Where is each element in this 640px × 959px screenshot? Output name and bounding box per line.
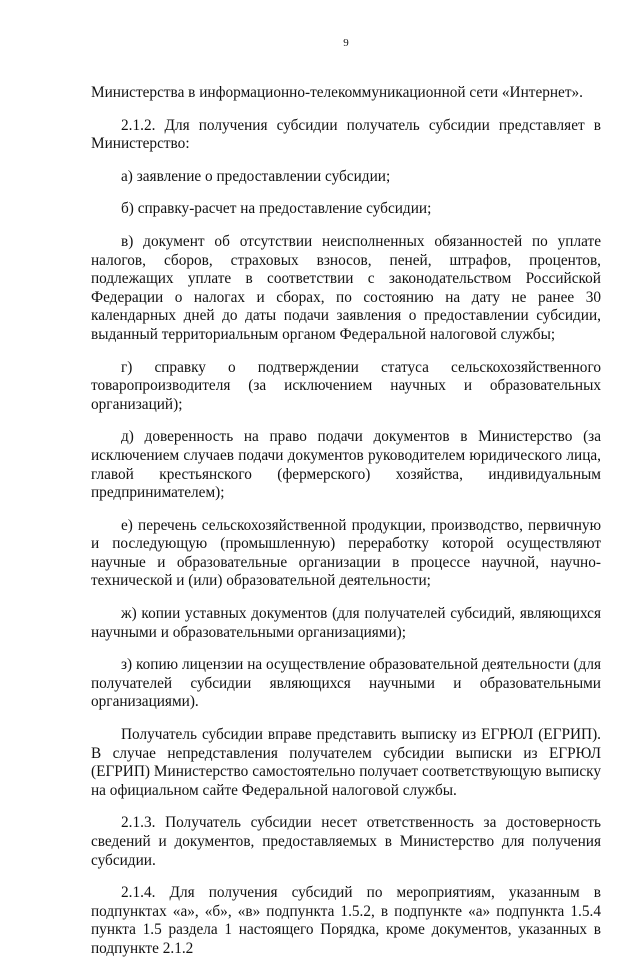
- list-item-zh: ж) копии уставных документов (для получателей субсидий, являющихся научными и образовательными организациями);: [91, 605, 601, 641]
- paragraph-2-1-4: 2.1.4. Для получения субсидий по мероприятиям, указанным в подпунктах «а», «б», «в» подпункта 1.5.2, в подпункте «а» подпункта 1.5.4 пункта 1.5 раздела 1 настоящего Порядка, кроме документов, указанных в подпункте 2.1.2: [91, 884, 601, 957]
- list-item-d: д) доверенность на право подачи документов в Министерство (за исключением случаев подачи документов руководителем юридического лица, главой крестьянского (фермерского) хозяйства, индивидуальным предпринимателем);: [91, 428, 601, 502]
- paragraph-continuation: Министерства в информационно-телекоммуникационной сети «Интернет».: [91, 84, 584, 101]
- list-item-v: в) документ об отсутствии неисполненных обязанностей по уплате налогов, сборов, страховых взносов, пеней, штрафов, процентов, подлежащих уплате в соответствии с законодательством Российской Федерации о налогах и сборах, по состоянию на дату не ранее 30 календарных дней до даты подачи заявления о предоставлении субсидии, выданный территориальным органом Федеральной налоговой службы;: [91, 232, 601, 343]
- list-item-a: а) заявление о предоставлении субсидии;: [121, 167, 391, 185]
- list-item-g: г) справку о подтверждении статуса сельскохозяйственного товаропроизводителя (за исключением научных и образовательных организаций);: [91, 358, 601, 413]
- page-number: 9: [343, 37, 349, 49]
- document-body: [91, 84, 601, 959]
- paragraph-2-1-3: 2.1.3. Получатель субсидии несет ответственность за достоверность сведений и документов, предоставляемых в Министерство для получения субсидии.: [91, 814, 601, 869]
- list-item-z: з) копию лицензии на осуществление образовательной деятельности (для получателей субсидии являющихся научными и образовательными организациями).: [91, 656, 601, 711]
- paragraph-egrul-extract: Получатель субсидии вправе представить выписку из ЕГРЮЛ (ЕГРИП). В случае непредставления получателем субсидии выписки из ЕГРЮЛ (ЕГРИП) Министерство самостоятельно получает соответствующую выписку на официальном сайте Федеральной налоговой службы.: [91, 726, 601, 799]
- paragraph-2-1-2: 2.1.2. Для получения субсидии получатель субсидии представляет в Министерство:: [91, 116, 601, 153]
- list-item-b: б) справку-расчет на предоставление субсидии;: [121, 200, 432, 218]
- list-item-e: е) перечень сельскохозяйственной продукции, производство, первичную и последующую (промышленную) переработку которой осуществляют научные и образовательные организации в процессе научной, научно-технической и (или) образовательной деятельности;: [91, 516, 601, 590]
- document-page: [91, 0, 601, 957]
